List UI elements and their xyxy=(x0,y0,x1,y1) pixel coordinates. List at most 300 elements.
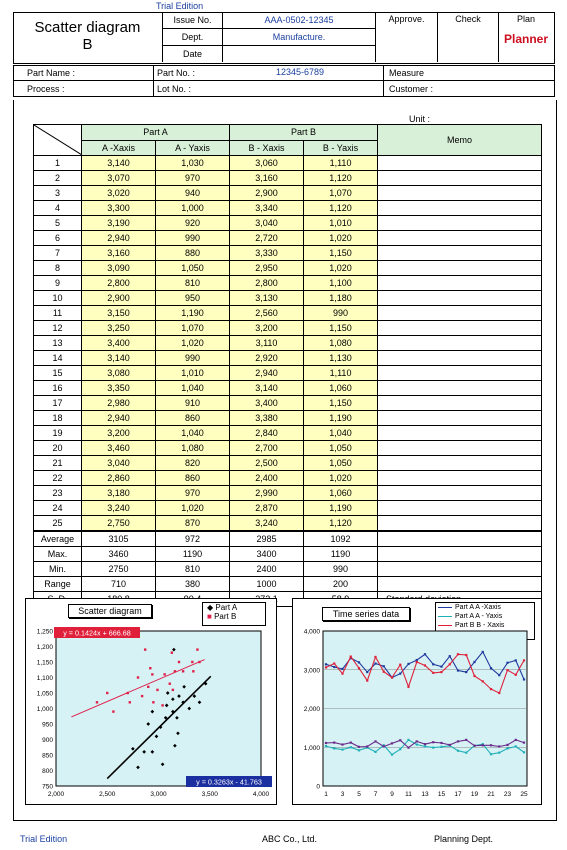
data-cell[interactable]: 3,070 xyxy=(82,171,156,186)
data-cell[interactable]: 1,020 xyxy=(304,471,378,486)
data-cell[interactable]: 3,350 xyxy=(82,381,156,396)
ts-point xyxy=(523,678,525,680)
data-cell[interactable]: 1,020 xyxy=(304,261,378,276)
data-cell[interactable]: 2,940 xyxy=(82,411,156,426)
table-row xyxy=(34,471,542,486)
x-tick-label: 2,000 xyxy=(47,791,65,798)
data-cell[interactable]: 1,130 xyxy=(304,351,378,366)
ts-point xyxy=(465,739,467,741)
data-cell[interactable]: 3,240 xyxy=(230,516,304,532)
scatter-point-b xyxy=(171,652,173,654)
data-cell[interactable]: 1,120 xyxy=(304,516,378,532)
data-cell[interactable]: 3,140 xyxy=(82,156,156,171)
data-cell[interactable]: 1,050 xyxy=(304,441,378,456)
ts-point xyxy=(432,663,434,665)
memo-cell[interactable] xyxy=(378,216,542,231)
plan-label: Plan xyxy=(516,14,535,24)
ts-point xyxy=(325,745,327,747)
data-cell[interactable]: 3,300 xyxy=(82,201,156,216)
data-cell[interactable]: 970 xyxy=(156,486,230,501)
data-cell[interactable]: 990 xyxy=(156,351,230,366)
row-index: 9 xyxy=(34,276,82,291)
stat-value: 710 xyxy=(82,577,156,592)
stats-row xyxy=(34,562,542,577)
data-cell[interactable]: 3,040 xyxy=(230,216,304,231)
ts-point xyxy=(440,666,442,668)
table-row xyxy=(34,156,542,171)
scatter-point-b xyxy=(112,710,114,712)
data-cell[interactable]: 1,010 xyxy=(156,366,230,381)
table-row xyxy=(34,336,542,351)
data-cell[interactable]: 2,990 xyxy=(230,486,304,501)
customer-label: Customer : xyxy=(389,84,434,94)
data-cell[interactable]: 3,140 xyxy=(82,351,156,366)
date-label: Date xyxy=(182,49,202,59)
memo-cell[interactable] xyxy=(378,501,542,516)
scatter-point-b xyxy=(144,648,146,650)
data-cell[interactable]: 2,720 xyxy=(230,231,304,246)
scatter-point-b xyxy=(96,701,98,703)
ts-x-tick-label: 17 xyxy=(454,791,462,798)
memo-cell[interactable] xyxy=(378,246,542,261)
data-cell[interactable]: 2,900 xyxy=(230,186,304,201)
ts-point xyxy=(457,653,459,655)
data-cell[interactable]: 1,070 xyxy=(304,186,378,201)
data-cell[interactable]: 1,040 xyxy=(156,426,230,441)
scatter-point-b xyxy=(191,661,193,663)
ts-point xyxy=(506,662,508,664)
table-row xyxy=(34,366,542,381)
ts-point xyxy=(358,661,360,663)
data-cell[interactable]: 1,050 xyxy=(156,261,230,276)
part-name-label: Part Name : xyxy=(27,68,76,78)
data-cell[interactable]: 1,000 xyxy=(156,201,230,216)
data-cell[interactable]: 2,800 xyxy=(82,276,156,291)
data-cell[interactable]: 2,700 xyxy=(230,441,304,456)
memo-cell[interactable] xyxy=(378,351,542,366)
data-cell[interactable]: 1,070 xyxy=(156,321,230,336)
ts-point xyxy=(325,742,327,744)
data-cell[interactable]: 910 xyxy=(156,396,230,411)
memo-cell[interactable] xyxy=(378,291,542,306)
info-vline-1 xyxy=(153,65,154,97)
ts-legend-label: Part A A - Yaxis xyxy=(455,613,503,620)
ts-point xyxy=(506,747,508,749)
memo-cell[interactable] xyxy=(378,231,542,246)
data-cell[interactable]: 2,940 xyxy=(82,231,156,246)
data-cell[interactable]: 3,110 xyxy=(230,336,304,351)
ts-point xyxy=(350,655,352,657)
data-cell[interactable]: 880 xyxy=(156,246,230,261)
table-row xyxy=(34,396,542,411)
ts-y-tick-label: 3,000 xyxy=(303,667,320,675)
data-cell[interactable]: 1,120 xyxy=(304,171,378,186)
ts-point xyxy=(482,744,484,746)
stat-value: 1190 xyxy=(156,547,230,562)
ts-point xyxy=(465,752,467,754)
stat-value: 810 xyxy=(156,562,230,577)
table-row xyxy=(34,171,542,186)
data-cell[interactable]: 2,750 xyxy=(82,516,156,532)
stat-note xyxy=(378,577,542,592)
row-index: 8 xyxy=(34,261,82,276)
dept-value[interactable]: Manufacture. xyxy=(223,29,375,46)
row-index: 6 xyxy=(34,231,82,246)
row-index: 7 xyxy=(34,246,82,261)
data-cell[interactable]: 820 xyxy=(156,456,230,471)
col-header-a-y: A - Yaxis xyxy=(156,140,230,156)
data-cell[interactable]: 3,200 xyxy=(230,321,304,336)
data-cell[interactable]: 2,950 xyxy=(230,261,304,276)
memo-cell[interactable] xyxy=(378,396,542,411)
scatter-point-b xyxy=(147,686,149,688)
stat-note xyxy=(378,562,542,577)
memo-cell[interactable] xyxy=(378,261,542,276)
memo-cell[interactable] xyxy=(378,381,542,396)
row-index: 14 xyxy=(34,351,82,366)
ts-point xyxy=(440,742,442,744)
ts-x-tick-label: 5 xyxy=(357,791,361,798)
ts-point xyxy=(383,665,385,667)
data-cell[interactable]: 1,040 xyxy=(156,381,230,396)
data-cell[interactable]: 1,040 xyxy=(304,426,378,441)
data-cell[interactable]: 2,400 xyxy=(230,471,304,486)
data-cell[interactable]: 990 xyxy=(156,231,230,246)
stats-row xyxy=(34,547,542,562)
data-cell[interactable]: 990 xyxy=(304,306,378,321)
issue-label: Issue No. xyxy=(163,12,222,29)
ts-point xyxy=(506,669,508,671)
header-value-column xyxy=(223,12,376,62)
header-label-column xyxy=(163,12,223,62)
data-cell[interactable]: 1,020 xyxy=(156,501,230,516)
data-cell[interactable]: 1,150 xyxy=(304,396,378,411)
col-header-b-x: B - Xaxis xyxy=(230,140,304,156)
data-cell[interactable]: 3,020 xyxy=(82,186,156,201)
data-cell[interactable]: 3,460 xyxy=(82,441,156,456)
row-index: 19 xyxy=(34,426,82,441)
data-cell[interactable]: 1,010 xyxy=(304,216,378,231)
data-cell[interactable]: 3,180 xyxy=(82,486,156,501)
data-cell[interactable]: 1,190 xyxy=(156,306,230,321)
data-cell[interactable]: 2,980 xyxy=(82,396,156,411)
data-cell[interactable]: 2,900 xyxy=(82,291,156,306)
memo-cell[interactable] xyxy=(378,306,542,321)
ts-point xyxy=(333,662,335,664)
group-b-header: Part B xyxy=(230,125,378,141)
memo-cell[interactable] xyxy=(378,276,542,291)
table-row xyxy=(34,246,542,261)
table-row xyxy=(34,426,542,441)
y-tick-label: 1,150 xyxy=(36,659,53,667)
data-cell[interactable]: 860 xyxy=(156,471,230,486)
data-cell[interactable]: 2,840 xyxy=(230,426,304,441)
data-cell[interactable]: 2,500 xyxy=(230,456,304,471)
ts-point xyxy=(440,671,442,673)
row-index: 23 xyxy=(34,486,82,501)
equation-a: y = 0.3263x - 41.763 xyxy=(196,777,262,787)
part-no-value[interactable]: 12345-6789 xyxy=(276,67,325,77)
data-cell[interactable]: 1,080 xyxy=(304,336,378,351)
data-cell[interactable]: 1,190 xyxy=(304,411,378,426)
plan-cell xyxy=(499,12,553,64)
ts-point xyxy=(407,747,409,749)
data-cell[interactable]: 3,060 xyxy=(230,156,304,171)
issue-value[interactable]: AAA-0502-12345 xyxy=(223,12,375,29)
ts-point xyxy=(449,663,451,665)
scatter-point-b xyxy=(127,692,129,694)
data-cell[interactable]: 1,180 xyxy=(304,291,378,306)
group-a-header: Part A xyxy=(82,125,230,141)
stat-value: 3105 xyxy=(82,531,156,547)
ts-x-tick-label: 13 xyxy=(421,791,429,798)
data-cell[interactable]: 1,060 xyxy=(304,486,378,501)
data-cell[interactable]: 3,330 xyxy=(230,246,304,261)
row-index: 16 xyxy=(34,381,82,396)
row-index: 25 xyxy=(34,516,82,532)
ts-point xyxy=(391,742,393,744)
ts-point xyxy=(473,675,475,677)
ts-point xyxy=(457,740,459,742)
ts-x-tick-label: 25 xyxy=(520,791,528,798)
row-index: 13 xyxy=(34,336,82,351)
ts-x-tick-label: 11 xyxy=(405,791,412,798)
data-cell[interactable]: 950 xyxy=(156,291,230,306)
ts-point xyxy=(523,751,525,753)
table-row xyxy=(34,261,542,276)
data-cell[interactable]: 3,400 xyxy=(82,336,156,351)
stat-value: 3400 xyxy=(230,547,304,562)
stat-value: 1000 xyxy=(230,577,304,592)
data-cell[interactable]: 3,190 xyxy=(82,216,156,231)
data-cell[interactable]: 3,130 xyxy=(230,291,304,306)
row-index: 2 xyxy=(34,171,82,186)
data-cell[interactable]: 3,250 xyxy=(82,321,156,336)
footer-right: Planning Dept. xyxy=(434,834,494,844)
memo-cell[interactable] xyxy=(378,441,542,456)
memo-cell[interactable] xyxy=(378,456,542,471)
scatter-point-b xyxy=(174,670,176,672)
memo-cell[interactable] xyxy=(378,486,542,501)
y-tick-label: 800 xyxy=(42,768,53,775)
stat-value: 1092 xyxy=(304,531,378,547)
ts-point xyxy=(350,746,352,748)
memo-cell[interactable] xyxy=(378,186,542,201)
row-index: 11 xyxy=(34,306,82,321)
y-tick-label: 850 xyxy=(42,752,53,760)
ts-point xyxy=(432,747,434,749)
ts-point xyxy=(416,659,418,661)
scatter-point-b xyxy=(161,704,163,706)
memo-header: Memo xyxy=(378,125,542,156)
ts-point xyxy=(383,671,385,673)
ts-point xyxy=(366,745,368,747)
data-cell[interactable]: 1,080 xyxy=(156,441,230,456)
data-cell[interactable]: 3,400 xyxy=(230,396,304,411)
row-index: 4 xyxy=(34,201,82,216)
ts-point xyxy=(399,664,401,666)
ts-point xyxy=(325,663,327,665)
row-index: 20 xyxy=(34,441,82,456)
data-cell[interactable]: 860 xyxy=(156,411,230,426)
ts-y-tick-label: 1,000 xyxy=(303,744,320,752)
data-cell[interactable]: 870 xyxy=(156,516,230,532)
data-cell[interactable]: 3,150 xyxy=(82,306,156,321)
memo-cell[interactable] xyxy=(378,336,542,351)
ts-point xyxy=(515,659,517,661)
data-cell[interactable]: 940 xyxy=(156,186,230,201)
row-index: 15 xyxy=(34,366,82,381)
ts-point xyxy=(449,744,451,746)
data-cell[interactable]: 1,150 xyxy=(304,321,378,336)
data-cell[interactable]: 3,240 xyxy=(82,501,156,516)
row-index: 18 xyxy=(34,411,82,426)
ts-x-tick-label: 23 xyxy=(503,791,512,798)
data-cell[interactable]: 970 xyxy=(156,171,230,186)
scatter-point-b xyxy=(106,692,108,694)
x-tick-label: 4,000 xyxy=(252,791,270,798)
ts-point xyxy=(325,666,327,668)
stat-label: Max. xyxy=(34,547,82,562)
data-cell[interactable]: 2,860 xyxy=(82,471,156,486)
data-cell[interactable]: 810 xyxy=(156,276,230,291)
ts-point xyxy=(440,746,442,748)
scatter-point-b xyxy=(156,689,158,691)
data-cell[interactable]: 1,020 xyxy=(156,336,230,351)
data-cell[interactable]: 2,560 xyxy=(230,306,304,321)
scatter-point-b xyxy=(198,661,200,663)
data-cell[interactable]: 3,080 xyxy=(82,366,156,381)
data-cell[interactable]: 3,140 xyxy=(230,381,304,396)
row-index: 1 xyxy=(34,156,82,171)
memo-cell[interactable] xyxy=(378,171,542,186)
stats-row xyxy=(34,531,542,547)
row-index: 5 xyxy=(34,216,82,231)
stat-value: 2985 xyxy=(230,531,304,547)
data-cell[interactable]: 1,150 xyxy=(304,246,378,261)
stat-value: 200 xyxy=(304,577,378,592)
ts-point xyxy=(383,745,385,747)
ts-point xyxy=(515,739,517,741)
data-table xyxy=(33,124,542,607)
data-cell[interactable]: 3,380 xyxy=(230,411,304,426)
ts-point xyxy=(465,654,467,656)
data-cell[interactable]: 1,060 xyxy=(304,381,378,396)
ts-point xyxy=(482,680,484,682)
ts-legend-label: Part A A -Xaxis xyxy=(455,604,501,611)
data-cell[interactable]: 2,940 xyxy=(230,366,304,381)
ts-point xyxy=(473,745,475,747)
data-cell[interactable]: 1,030 xyxy=(156,156,230,171)
ts-y-tick-label: 4,000 xyxy=(303,628,320,636)
data-cell[interactable]: 2,800 xyxy=(230,276,304,291)
data-cell[interactable]: 1,120 xyxy=(304,201,378,216)
scatter-point-b xyxy=(137,676,139,678)
row-index: 12 xyxy=(34,321,82,336)
ts-point xyxy=(341,668,343,670)
data-cell[interactable]: 2,870 xyxy=(230,501,304,516)
ts-point xyxy=(407,686,409,688)
stat-value: 1190 xyxy=(304,547,378,562)
scatter-chart-title: Scatter diagram xyxy=(68,604,152,618)
data-cell[interactable]: 3,200 xyxy=(82,426,156,441)
data-cell[interactable]: 3,160 xyxy=(230,171,304,186)
memo-cell[interactable] xyxy=(378,411,542,426)
ts-point xyxy=(399,748,401,750)
memo-cell[interactable] xyxy=(378,321,542,336)
data-cell[interactable]: 3,160 xyxy=(82,246,156,261)
corner-diagonal-icon xyxy=(34,125,82,155)
ts-point xyxy=(490,667,492,669)
ts-point xyxy=(424,664,426,666)
col-header-a-x: A -Xaxis xyxy=(82,140,156,156)
memo-cell[interactable] xyxy=(378,471,542,486)
data-cell[interactable]: 3,040 xyxy=(82,456,156,471)
data-cell[interactable]: 920 xyxy=(156,216,230,231)
scatter-plot xyxy=(26,599,276,804)
ts-y-tick-label: 0 xyxy=(316,783,320,791)
x-tick-label: 3,500 xyxy=(201,791,218,798)
memo-cell[interactable] xyxy=(378,156,542,171)
ts-point xyxy=(432,672,434,674)
data-cell[interactable]: 1,110 xyxy=(304,366,378,381)
y-tick-label: 750 xyxy=(42,783,53,791)
data-cell[interactable]: 1,190 xyxy=(304,501,378,516)
ts-point xyxy=(506,744,508,746)
corner-cell xyxy=(34,125,82,156)
stat-value: 2750 xyxy=(82,562,156,577)
date-value[interactable] xyxy=(223,46,375,62)
data-cell[interactable]: 1,020 xyxy=(304,231,378,246)
data-cell[interactable]: 3,090 xyxy=(82,261,156,276)
table-row xyxy=(34,186,542,201)
x-tick-label: 3,000 xyxy=(150,791,167,798)
table-row xyxy=(34,516,542,532)
ts-point xyxy=(366,680,368,682)
stat-note xyxy=(378,531,542,547)
data-cell[interactable]: 1,050 xyxy=(304,456,378,471)
y-tick-label: 1,050 xyxy=(36,690,53,698)
check-cell xyxy=(438,12,499,62)
row-index: 3 xyxy=(34,186,82,201)
table-row xyxy=(34,216,542,231)
memo-cell[interactable] xyxy=(378,366,542,381)
data-cell[interactable]: 1,110 xyxy=(304,156,378,171)
ts-point xyxy=(498,674,500,676)
memo-cell[interactable] xyxy=(378,426,542,441)
ts-point xyxy=(407,663,409,665)
timeseries-chart-box xyxy=(292,598,542,805)
ts-point xyxy=(523,659,525,661)
scatter-point-b xyxy=(151,673,153,675)
title-cell xyxy=(13,12,163,62)
ts-point xyxy=(498,692,500,694)
y-tick-label: 1,200 xyxy=(36,644,53,651)
ts-point xyxy=(449,655,451,657)
table-row xyxy=(34,351,542,366)
data-cell[interactable]: 1,100 xyxy=(304,276,378,291)
memo-cell[interactable] xyxy=(378,516,542,532)
table-row xyxy=(34,306,542,321)
info-vline-2 xyxy=(383,65,384,97)
y-tick-label: 900 xyxy=(42,737,53,744)
data-cell[interactable]: 2,920 xyxy=(230,351,304,366)
table-row xyxy=(34,276,542,291)
footer-left: Trial Edition xyxy=(20,834,68,844)
ts-point xyxy=(432,741,434,743)
data-cell[interactable]: 3,340 xyxy=(230,201,304,216)
memo-cell[interactable] xyxy=(378,201,542,216)
